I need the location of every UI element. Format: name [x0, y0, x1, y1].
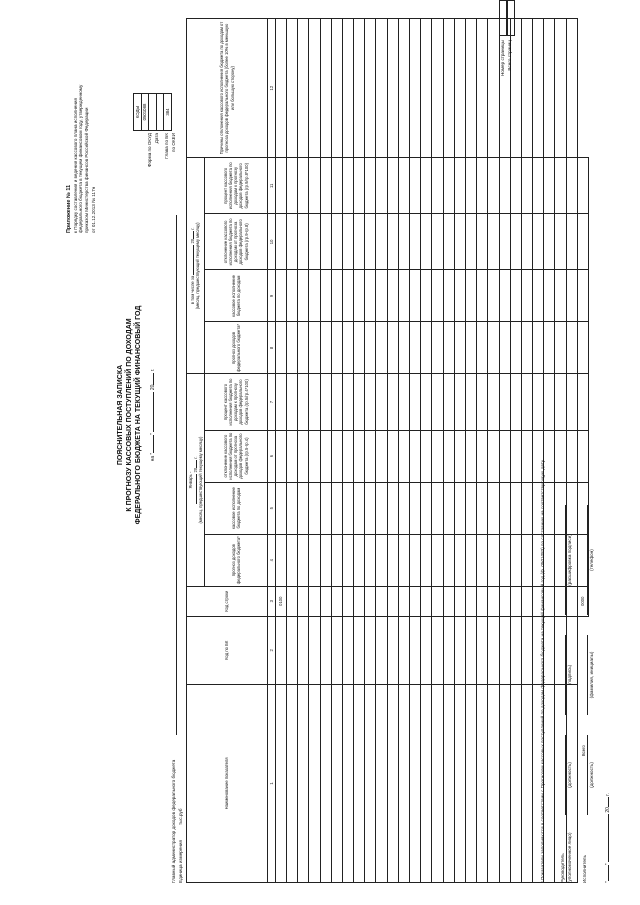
header-group-1 [187, 374, 205, 586]
table-row [320, 19, 331, 883]
sign-date [605, 793, 611, 883]
header-g2-forecast: прогноз доходов федерального бюджета* [204, 322, 267, 374]
main-table [186, 18, 589, 883]
doc-date-mid: " [150, 432, 157, 435]
head-caption-decoding: (расшифровка подписи) [567, 534, 572, 586]
col-number-7: 7 [267, 374, 275, 430]
table-row [510, 19, 521, 883]
doc-title-line-1: ПОЯСНИТЕЛЬНАЯ ЗАПИСКА [117, 364, 124, 466]
table-row [342, 19, 353, 883]
table-row [365, 19, 376, 883]
col-number-4: 4 [267, 534, 275, 586]
doc-title-line-2: К ПРОГНОЗУ КАССОВЫХ ПОСТУПЛЕНИЙ ПО ДОХОДАМ [125, 318, 133, 512]
table-row [488, 19, 499, 883]
exec-caption-name: (фамилия, инициалы) [589, 651, 594, 699]
sign-date-mid: " [605, 863, 611, 866]
table-row [298, 19, 309, 883]
table-row [410, 19, 421, 883]
col-number-2: 2 [267, 616, 275, 684]
code-date [149, 94, 157, 131]
head-label: Руководитель [560, 853, 565, 883]
annex-date: от 01.12.2013 № 117н [90, 186, 96, 233]
group2-year: 20 [190, 238, 196, 244]
head-note: (уполномоченное лицо) [567, 832, 572, 883]
col-number-8: 8 [267, 322, 275, 374]
exec-caption-phone: (телефон) [589, 549, 594, 571]
col-number-6: 6 [267, 430, 275, 482]
col-number-10: 10 [267, 214, 275, 270]
doc-title-date [150, 265, 156, 565]
header-row-code: Код строки [187, 586, 268, 616]
unit-value: тыс.руб [178, 808, 183, 825]
code-okud: 0501088 [141, 94, 149, 131]
header-g1-forecast: прогноз доходов федерального бюджета* [204, 534, 267, 586]
header-g1-percent: процент кассового исполнения бюджета по доходам к прогнозу доходов федерального бюджета (гр.5/гр.4*100) [204, 374, 267, 430]
table-row [354, 19, 365, 883]
group1-title: Январь - [187, 471, 193, 489]
footnote: * Показатели заполняются в соответствии с Прогнозом кассовых поступлений по доходам федерального бюджета на текущий финансовый год (ф. 0501083) по состоянию на соответствующую дату. [540, 459, 545, 883]
total-code: 0000 [577, 586, 588, 616]
annex-text-2: федерального бюджета в текущем финансовом году, утвержденному [78, 84, 84, 233]
col-number-3: 3 [267, 586, 275, 616]
group1-year: 20 [192, 467, 198, 473]
header-g2-percent: процент кассового исполнения бюджета по доходам к прогнозу доходов федерального бюджета (гр.9/гр.8*100) [204, 158, 267, 214]
total-pages-box [506, 0, 515, 36]
group2-note: (месяц, предшествующий текущему месяцу) [195, 222, 201, 310]
group2-suffix: г. [190, 227, 196, 230]
table-row [387, 19, 398, 883]
table-row [275, 19, 286, 883]
sign-date-year: 20 [605, 807, 611, 813]
header-g1-deviation: отклонение кассового исполнения бюджета по доходам от прогноза доходов федерального бюджета (гр.5-гр.4) [204, 430, 267, 482]
header-g2-execution: кассовое исполнение бюджета по доходам [204, 270, 267, 322]
unit-label: Единица измерения [178, 840, 183, 883]
exec-caption-position: (должность) [589, 762, 594, 788]
executor-label: Исполнитель [582, 855, 587, 883]
table-row [432, 19, 443, 883]
column-numbers-row [267, 19, 275, 883]
header-g2-deviation: отклонение кассового исполнения бюджета по доходам от прогноза доходов федерального бюджета (гр.9-гр.8) [204, 214, 267, 270]
doc-title [117, 265, 157, 565]
col-number-1: 1 [267, 684, 275, 882]
header-reasons: Причины отклонения кассового исполнения бюджета по доходам от прогноза доходов федерального бюджета (более 10% в меньшую или большую сторону) [187, 19, 268, 158]
code-label-okud: Форма по ОКУД [147, 133, 152, 168]
group1-suffix: г. [192, 456, 198, 459]
group2-title: в том числе за [190, 275, 196, 305]
head-caption-signature: (подпись) [567, 664, 572, 686]
total-pages-label: Всего страниц [507, 40, 512, 71]
table-row [286, 19, 297, 883]
head-caption-position: (должность) [567, 762, 572, 788]
doc-date-prefix: на " [150, 452, 157, 462]
header-bk: Код по БК [187, 616, 268, 684]
table-row [443, 19, 454, 883]
col-number-11: 11 [267, 158, 275, 214]
first-row-code: 0100 [275, 586, 286, 616]
col-number-12: 12 [267, 19, 275, 158]
sign-date-suffix: г. [605, 793, 611, 796]
annex-text-1: к Порядку составления и ведения кассового плана исполнения [72, 98, 78, 233]
codes-header: КОДЫ [134, 94, 142, 131]
code-okei: 384 [164, 94, 172, 131]
table-row [454, 19, 465, 883]
table-row [499, 19, 510, 883]
table-row [421, 19, 432, 883]
table-row [477, 19, 488, 883]
sign-date-prefix: " [605, 881, 611, 883]
annex-block [66, 18, 97, 233]
code-bk [156, 94, 164, 131]
admin-label: Главный администратор доходов федерального бюджета [171, 759, 176, 883]
code-label-okei: по ОКЕИ [171, 133, 176, 152]
code-label-bk: Глава по БК [164, 133, 169, 159]
annex-title: Приложение № 11 [66, 184, 72, 233]
annex-text-3: приказом Министерства финансов Российской Федерации [84, 107, 90, 233]
header-name: Наименование показателя [187, 684, 268, 882]
col-number-9: 9 [267, 270, 275, 322]
table-row [331, 19, 342, 883]
table-row [398, 19, 409, 883]
table-row [376, 19, 387, 883]
table-row [465, 19, 476, 883]
group1-note: (месяц, предшествующий текущему месяцу) [198, 436, 203, 524]
doc-date-year: 20 [150, 384, 157, 391]
page-number-label: Номер страницы [500, 40, 505, 76]
total-label: Всего [577, 616, 588, 882]
doc-date-suffix: г. [150, 368, 157, 372]
col-number-5: 5 [267, 482, 275, 534]
table-row [309, 19, 320, 883]
doc-title-line-3: ФЕДЕРАЛЬНОГО БЮДЖЕТА НА ТЕКУЩИЙ ФИНАНСОВЫЙ ГОД [134, 305, 142, 525]
header-g1-execution: кассовое исполнение бюджета по доходам [204, 482, 267, 534]
code-label-date: Дата [154, 133, 159, 144]
codes-table [133, 93, 172, 131]
table-row [521, 19, 532, 883]
header-group-2 [187, 158, 205, 374]
